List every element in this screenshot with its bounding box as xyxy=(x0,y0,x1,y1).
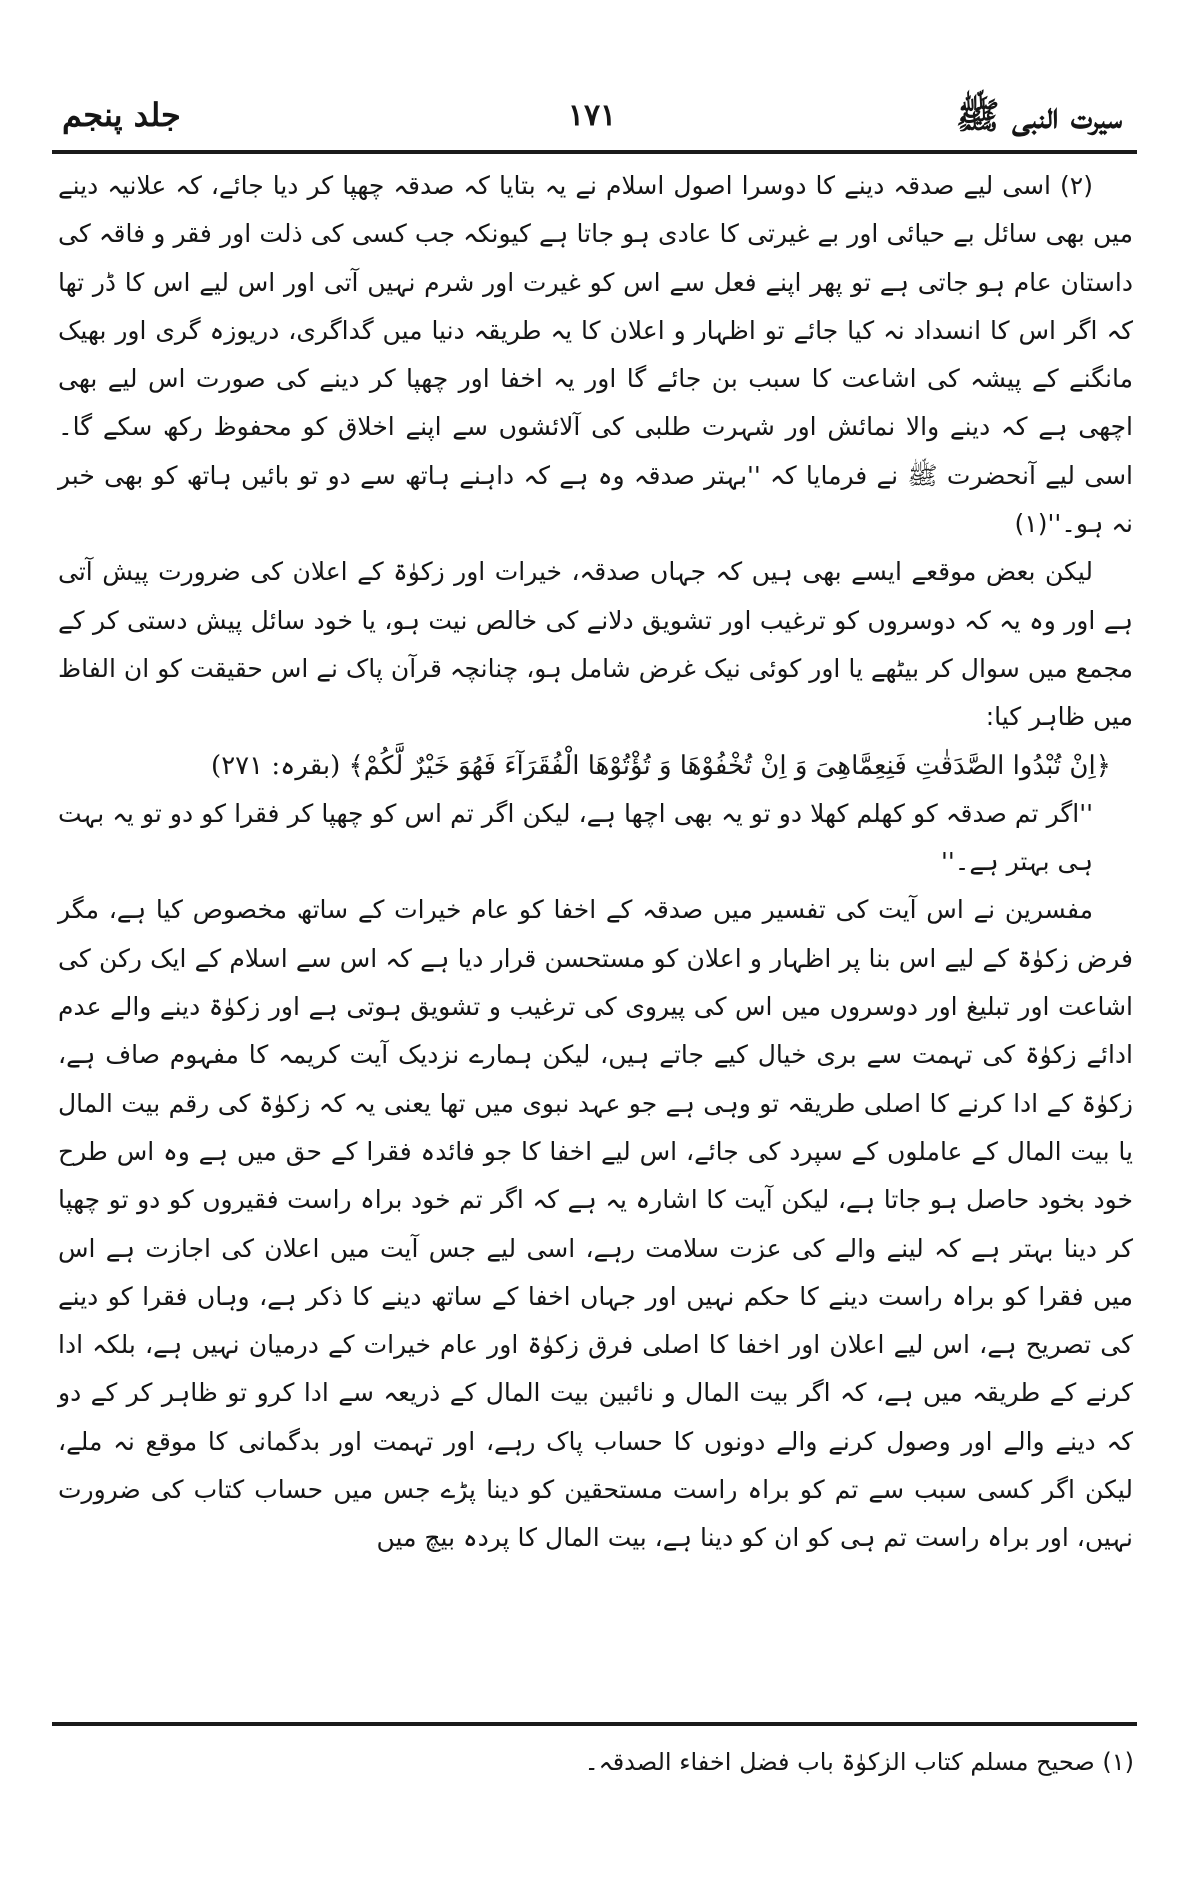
running-title: سیرت النبی ﷺ xyxy=(955,95,1122,137)
paragraph-2: لیکن بعض موقعے ایسے بھی ہیں کہ جہاں صدقہ، خیرات اور زکوٰۃ کے اعلان کی ضرورت پیش آتی ہے اور وہ یہ کہ دوسروں کو ترغیب اور تشویق دلانے کی خالص نیت ہو، یا خود سائل پیش دستی کر کے مجمع میں سوال کر بیٹھے یا اور کوئی نیک غرض شامل ہو، چنانچہ قرآن پاک نے اس حقیقت کو ان الفاظ میں ظاہر کیا: xyxy=(58,557,1133,732)
footnote: (۱) صحیح مسلم کتاب الزکوٰۃ باب فضل اخفاء الصدقہ۔ xyxy=(584,1748,1134,1776)
header-rule xyxy=(52,150,1137,154)
page-header xyxy=(62,88,1122,150)
page-number: ۱۷۱ xyxy=(567,98,617,133)
footnote-rule xyxy=(52,1722,1137,1726)
verse-translation: ''اگر تم صدقہ کو کھلم کھلا دو تو یہ بھی اچھا ہے، لیکن اگر تم اس کو چھپا کر فقرا کو دو تو یہ بہت ہی بہتر ہے۔'' xyxy=(58,798,1093,877)
paragraph-3: مفسرین نے اس آیت کی تفسیر میں صدقہ کے اخفا کو عام خیرات کے ساتھ مخصوص کیا ہے، مگر فرض زکوٰۃ کے لیے اس بنا پر اظہار و اعلان کو مستحسن قرار دیا ہے کہ اس سے اسلام کے ایک رکن کی اشاعت اور تبلیغ اور دوسروں میں اس کی پیروی کی ترغیب و تشویق ہوتی ہے اور زکوٰۃ دینے والے عدم ادائے زکوٰۃ کی تہمت سے بری خیال کیے جاتے ہیں، لیکن ہمارے نزدیک آیت کریمہ کا مفہوم صاف ہے، زکوٰۃ کے ادا کرنے کا اصلی طریقہ تو وہی ہے جو عہد نبوی میں تھا یعنی یہ کہ زکوٰۃ کی رقم بیت المال یا بیت المال کے عاملوں کے سپرد کی جائے، اس لیے اخفا کا جو فائدہ فقرا کے حق میں ہے وہ اس طرح خود بخود حاصل ہو جاتا ہے، لیکن آیت کا اشارہ یہ ہے کہ اگر تم خود براہ راست فقیروں کو دو تو چھپا کر دینا بہتر ہے کہ لینے والے کی عزت سلامت رہے، اسی لیے جس آیت میں اعلان کی اجازت ہے اس میں فقرا کو براہ راست دینے کا حکم نہیں اور جہاں اخفا کے ساتھ دینے کا ذکر ہے، وہاں فقرا کو دینے کی تصریح ہے، اس لیے اعلان اور اخفا کا اصلی فرق زکوٰۃ اور عام خیرات کے درمیان نہیں ہے، بلکہ ادا کرنے کے طریقہ میں ہے، کہ اگر بیت المال و نائبین بیت المال کے ذریعہ سے ادا کرو تو ظاہر کر کے دو کہ دینے والے اور وصول کرنے والے دونوں کا حساب پاک رہے، اور تہمت اور بدگمانی کا موقع نہ ملے، لیکن اگر کسی سبب سے تم کو براہ راست مستحقین کو دینا پڑے جس میں حساب کتاب کی ضرورت نہیں، اور براہ راست تم ہی کو ان کو دینا ہے، بیت المال کا پردہ بیچ میں xyxy=(58,895,1133,1553)
main-text xyxy=(58,162,1133,1563)
paragraph-1: (۲) اسی لیے صدقہ دینے کا دوسرا اصول اسلام نے یہ بتایا کہ صدقہ چھپا کر دیا جائے، کہ علانیہ دینے میں بھی سائل بے حیائی اور بے غیرتی کا عادی ہو جاتا ہے کیونکہ جب کسی کی ذلت اور فقر و فاقہ کی داستان عام ہو جاتی ہے تو پھر اپنے فعل سے اس کو غیرت اور شرم نہیں آتی اور اس لیے اس کا ڈر تھا کہ اگر اس کا انسداد نہ کیا جائے تو اظہار و اعلان کا یہ طریقہ دنیا میں گداگری، دریوزہ گری اور بھیک مانگنے کے پیشہ کی اشاعت کا سبب بن جائے گا اور یہ اخفا اور چھپا کر دینے کی صورت اس لیے بھی اچھی ہے کہ دینے والا نمائش اور شہرت طلبی کی آلائشوں سے اپنے اخلاق کو محفوظ رکھ سکے گا۔ اسی لیے آنحضرت ﷺ نے فرمایا کہ ''بہتر صدقہ وہ ہے کہ داہنے ہاتھ سے دو تو بائیں ہاتھ کو بھی خبر نہ ہو۔''(۱) xyxy=(58,171,1133,539)
volume-label: جلد پنجم xyxy=(62,96,181,134)
quran-verse: ﴿اِنْ تُبْدُوا الصَّدَقٰتِ فَنِعِمَّاهِیَ وَ اِنْ تُخْفُوْهَا وَ تُؤْتُوْهَا الْفُقَرَآءَ فَهُوَ خَیْرٌ لَّكُمْ﴾ (بقرہ: ۲۷۱) xyxy=(211,750,1111,781)
